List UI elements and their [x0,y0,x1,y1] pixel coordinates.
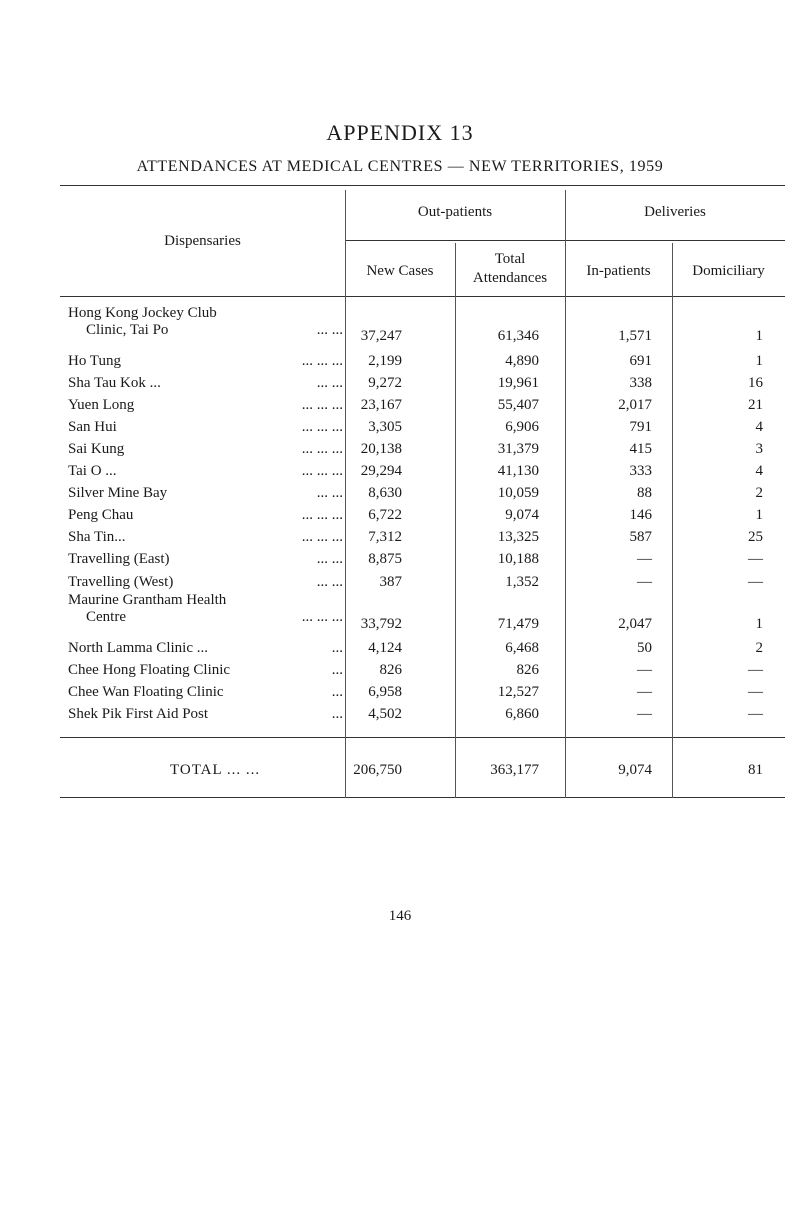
domiciliary-cell: 2 [755,485,763,502]
domiciliary-cell: 4 [755,463,763,480]
new-cases-cell: 23,167 [360,396,402,413]
dispensary-name-line1: North Lamma Clinic ... [68,639,208,656]
total-attendances-cell: 41,130 [497,463,539,480]
domiciliary-cell: — [748,551,763,568]
dispensary-name [68,375,343,392]
rule-top [60,185,785,186]
dispensary-name-line1: Sha Tin... [68,529,126,546]
dispensary-name [68,529,343,546]
total-attendances: 363,177 [490,762,539,778]
in-patients-cell: 146 [629,507,652,524]
leader-dots: ... [331,706,343,723]
in-patients-cell: 2,047 [618,615,652,632]
domiciliary-cell: — [748,662,763,678]
leader-dots: ... [331,662,343,678]
dispensary-name-line1: Sha Tau Kok ... [68,374,161,391]
dispensary-name [68,463,343,480]
total-attendances-cell: 6,468 [505,639,539,656]
in-patients-cell: 415 [629,440,652,457]
col-divider-4 [672,243,673,798]
new-cases-cell: 2,199 [368,352,402,369]
leader-dots: ... ... ... [301,396,343,413]
header-out-patients: Out-patients [417,204,493,220]
total-attendances-cell: 6,906 [505,418,539,435]
leader-dots: ... ... ... [301,507,343,524]
in-patients-cell: 1,571 [618,328,652,345]
in-patients-cell: 587 [629,529,652,546]
dispensary-name-line1: Hong Kong Jockey Club [68,305,217,321]
in-patients-cell: — [637,706,652,723]
dispensary-name [68,640,343,657]
page-number: 146 [388,908,412,924]
dispensary-name [68,592,343,626]
dispensary-name [68,551,343,568]
dispensary-name-line1: Travelling (East) [68,551,170,568]
new-cases-cell: 37,247 [360,328,402,345]
total-attendances-cell: 10,188 [497,551,539,568]
total-label: TOTAL ... ... [170,762,261,778]
table-title: ATTENDANCES AT MEDICAL CENTRES — NEW TERRITORIES, 1959 [136,158,664,175]
domiciliary-cell: 4 [755,418,763,435]
total-attendances-cell: 55,407 [497,396,539,413]
domiciliary-cell: 1 [755,328,763,345]
in-patients-cell: 791 [629,418,652,435]
dispensary-name-line1: Sai Kung [68,440,125,457]
dispensary-name [68,419,343,436]
dispensary-name [68,684,343,701]
dispensary-name [68,353,343,370]
domiciliary-cell: — [748,684,763,701]
header-total-line2: Attendances [472,270,548,286]
leader-dots: ... ... ... [301,418,343,435]
new-cases-cell: 8,630 [368,485,402,502]
leader-dots: ... ... [316,374,343,391]
in-patients-cell: 338 [629,374,652,391]
leader-dots: ... ... [316,551,343,568]
total-attendances-cell: 4,890 [505,352,539,369]
header-dispensaries: Dispensaries [164,233,241,249]
total-attendances-cell: 13,325 [497,529,539,546]
total-attendances-cell: 9,074 [505,507,539,524]
in-patients-cell: — [637,684,652,701]
total-in-patients: 9,074 [618,762,652,778]
new-cases-cell: 3,305 [368,418,402,435]
total-attendances-cell: 71,479 [497,615,539,632]
new-cases-cell: 6,722 [368,507,402,524]
leader-dots: ... ... ... [301,609,343,626]
total-new-cases: 206,750 [353,762,402,778]
dispensary-name-line1: Peng Chau [68,507,134,524]
total-attendances-cell: 10,059 [497,485,539,502]
dispensary-name-line1: Silver Mine Bay [68,485,168,502]
leader-dots: ... ... ... [301,440,343,457]
dispensary-name [68,507,343,524]
leader-dots: ... [331,684,343,701]
domiciliary-cell: 1 [755,507,763,524]
dispensary-name-line2: Clinic, Tai Po [86,322,169,338]
domiciliary-cell: 1 [755,615,763,632]
in-patients-cell: — [637,573,652,590]
in-patients-cell: 50 [637,639,652,656]
total-attendances-cell: 1,352 [505,573,539,590]
header-total-attendances [455,250,565,288]
header-deliveries: Deliveries [644,204,706,220]
domiciliary-cell: — [748,706,763,723]
new-cases-cell: 20,138 [360,440,402,457]
total-attendances-cell: 19,961 [497,374,539,391]
dispensary-name [68,706,343,723]
domiciliary-cell: 2 [755,639,763,656]
domiciliary-cell: 16 [748,374,763,391]
total-domiciliary: 81 [748,762,763,778]
dispensary-name [68,305,343,339]
dispensary-name-line1: Ho Tung [68,352,121,369]
dispensary-name-line1: Yuen Long [68,396,135,413]
dispensary-name-line1: Travelling (West) [68,573,174,590]
new-cases-cell: 9,272 [368,374,402,391]
dispensary-name [68,574,343,591]
total-attendances-cell: 826 [516,662,539,678]
domiciliary-cell: 25 [748,529,763,546]
header-in-patients: In-patients [586,263,651,279]
dispensary-name [68,397,343,414]
dispensary-name-line2: Centre [86,609,126,626]
leader-dots: ... ... ... [301,352,343,369]
total-attendances-cell: 31,379 [497,440,539,457]
header-domiciliary: Domiciliary [692,263,765,279]
total-attendances-cell: 6,860 [505,706,539,723]
dispensary-name-line1: Maurine Grantham Health [68,592,227,609]
new-cases-cell: 33,792 [360,615,402,632]
total-attendances-cell: 12,527 [497,684,539,701]
domiciliary-cell: — [748,573,763,590]
dispensary-name-line1: San Hui [68,418,117,435]
in-patients-cell: 88 [637,485,652,502]
in-patients-cell: 691 [629,352,652,369]
leader-dots: ... ... ... [301,529,343,546]
new-cases-cell: 6,958 [368,684,402,701]
new-cases-cell: 4,124 [368,639,402,656]
new-cases-cell: 7,312 [368,529,402,546]
page-title: APPENDIX 13 [326,120,474,145]
dispensary-name [68,485,343,502]
in-patients-cell: 2,017 [618,396,652,413]
rule-header-bottom [60,296,785,297]
domiciliary-cell: 3 [755,440,763,457]
rule-before-total [60,737,785,738]
dispensary-name-line1: Shek Pik First Aid Post [68,706,209,723]
new-cases-cell: 8,875 [368,551,402,568]
dispensary-name-line1: Chee Hong Floating Clinic [68,662,231,678]
leader-dots: ... ... [316,485,343,502]
header-total-line1: Total [494,251,526,267]
domiciliary-cell: 1 [755,352,763,369]
col-divider-1 [345,190,346,798]
leader-dots: ... ... [316,573,343,590]
new-cases-cell: 29,294 [360,463,402,480]
header-new-cases: New Cases [366,263,434,279]
leader-dots: ... ... ... [301,463,343,480]
new-cases-cell: 826 [379,662,402,678]
dispensary-name-line1: Chee Wan Floating Clinic [68,684,224,701]
in-patients-cell: — [637,662,652,678]
new-cases-cell: 387 [379,573,402,590]
in-patients-cell: 333 [629,463,652,480]
total-attendances-cell: 61,346 [497,328,539,345]
new-cases-cell: 4,502 [368,706,402,723]
leader-dots: ... [331,639,343,656]
domiciliary-cell: 21 [748,396,763,413]
leader-dots: ... ... [316,322,343,338]
dispensary-name [68,662,343,679]
dispensary-name [68,441,343,458]
dispensary-name-line1: Tai O ... [68,463,117,480]
in-patients-cell: — [637,551,652,568]
rule-bottom [60,797,785,798]
